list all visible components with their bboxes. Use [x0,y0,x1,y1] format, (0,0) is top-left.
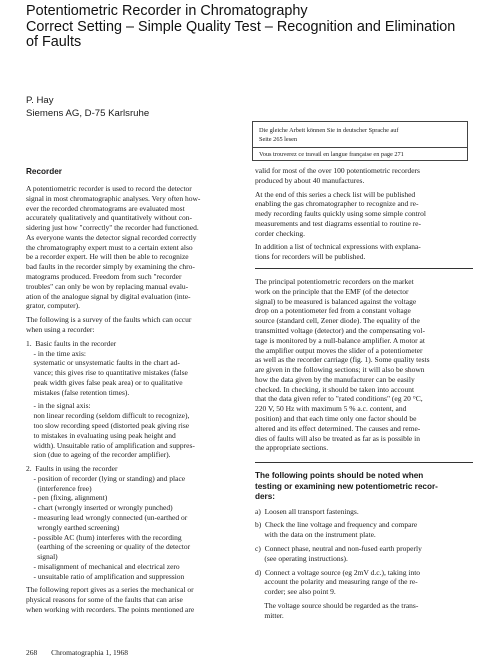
text-line: At the end of this series a check list will be published [255,189,416,199]
text-line: 2. Faults in using the recorder [26,464,118,474]
text-line: valid for most of the over 100 potentiometric recorders [255,166,420,175]
text-line: matograms produced. Freedom from such "recorder [26,272,182,282]
title-line: of Faults [26,34,82,51]
text-line: 1. Basic faults in the recorder [26,338,117,348]
text-line: ation of the analogue signal by digital evaluation (inte- [26,291,191,301]
text-line: The following is a survey of the faults which can occur [26,315,192,325]
text-line: sion (due to ageing of the recorder amplifier). [26,450,171,460]
text-line: physical reasons for some of the faults that can arise [26,595,183,605]
text-line: ders: [255,492,276,502]
page-footer [26,648,128,657]
text-line: work on the principle that the EMF (of the detector [255,286,409,296]
language-notice-box [252,121,468,161]
text-line: The following report gives as a series the mechanical or [26,585,194,595]
notice-german-line: Die gleiche Arbeit können Sie in deutscher Sprache auf [259,127,399,134]
text-line: when working with recorders. The points mentioned are [26,605,195,615]
text-line: The voltage source should be regarded as the trans- [255,600,419,610]
text-line: signal) [26,552,58,562]
text-line: d) Connect a voltage source (eg 2mV d.c.), taking into [255,567,421,577]
right-column-intro [255,166,473,262]
text-line: the appropriate sections. [255,443,329,453]
text-line: wrongly earthed screening) [26,522,120,532]
text-line: - possible AC (hum) interferes with the recording [26,532,182,542]
text-line: - chart (wrongly inserted or wrongly punched) [26,503,173,513]
text-line: width). Unsuitable ratio of amplification and suppres- [26,440,195,450]
text-line: measurements and test diagrams essential to routine re- [255,218,421,228]
notice-french-line: Vous trouverez ce travail en langue française en page 271 [259,151,404,159]
text-line: (interference free) [26,483,92,493]
text-line: corder; see also point 9. [255,587,336,597]
text-line: tage is monitored by a null-balance amplifier. A motor at [255,335,425,345]
text-line: b) Check the line voltage and frequency and compare [255,520,418,530]
title-line: Correct Setting – Simple Quality Test – Recognition and Elimination [26,18,456,35]
text-line: are given in the following sections; it will also be shown [255,365,425,375]
text-line: - unsuitable ratio of amplification and suppression [26,571,185,581]
right-column [255,166,473,620]
text-line: 220 V, 50 Hz with maximum 5 % a.c. content, and [255,404,407,414]
text-line: with the data on the instrument plate. [255,530,376,540]
text-line: systematic or unsystematic faults in the chart ad- [26,358,180,368]
text-line: account the polarity and measuring range of the re- [255,577,418,587]
text-line: - position of recorder (lying or standing) and place [26,473,186,483]
text-line: the chromatography expert must to a certain extent also [26,242,193,252]
text-line: - misalignment of mechanical and electrical zero [26,561,180,571]
text-line: - pen (fixing, alignment) [26,493,108,503]
text-line: (see operating instructions). [255,553,348,563]
text-line: The following points should be noted when [255,471,424,481]
text-line: how the data given by the manufacturer can be easily [255,374,415,384]
text-line: sidering just how "correctly" the recorder had functioned. [26,223,199,233]
text-line: drop on a potentiometer fed from a constant voltage [255,306,411,316]
text-line: produced by about 40 manufactures. [255,175,365,185]
text-line: testing or examining new potentiometric recor- [255,481,438,491]
text-line: mistakes (false retention times). [26,387,130,397]
text-line: (earthing of the screening or quality of the detector [26,542,191,552]
checklist-heading [255,471,473,503]
text-line: dies of faults will also be treated as far as is possible in [255,433,420,443]
text-line: corder checking. [255,228,305,238]
left-column [26,166,244,615]
text-line: - in the signal axis: [26,401,91,411]
text-line: grator, computer). [26,301,81,311]
text-line: - in the time axis: [26,348,86,358]
text-line: checked. In checking, it should be taken into account [255,384,415,394]
text-line: As everyone wants the detector signal recorded correctly [26,232,197,242]
text-line: The principal potentiometric recorders on the market [255,277,414,287]
text-line: A potentiometric recorder is used to record the detector [26,184,192,193]
text-line: vance; this gives rise to quantitative mistakes (false [26,368,188,378]
text-line: that the data given refer to "rated conditions" (eg 20 °C, [255,394,423,404]
text-line: a) Loosen all transport fastenings. [255,506,359,516]
text-line: troubles" can only be won by replacing manual evalu- [26,281,189,291]
text-line: accurately qualitatively and quantitatively without con- [26,213,192,223]
text-line: In addition a list of technical expressions with explana- [255,242,421,252]
text-line: altered and its effect determined. The causes and reme- [255,423,421,433]
text-line: bad faults in the recorder simply by examining the chro- [26,262,195,272]
text-line: - measuring lead wrongly connected (un-earthed or [26,513,188,522]
text-line: medy recording faults quickly using some simple control [255,209,427,219]
text-line: c) Connect phase, neutral and non-fused earth properly [255,543,422,553]
text-line: position) and that each time only one factor should be [255,413,417,423]
text-line: non linear recording (seldom difficult to recognize), [26,411,190,421]
text-line: be a recorder expert. He will then be able to recognize [26,252,189,262]
author-name: P. Hay [26,95,54,106]
page-number: 268 [26,648,38,657]
text-line: peak width gives false peak area) or to qualitative [26,377,183,387]
text-line: tions for recorders will be published. [255,252,366,262]
text-line: too slow recording speed (distorted peak giving rise [26,420,190,430]
text-line: enabling the gas chromatographer to recognize and re- [255,199,419,209]
section-heading-recorder: Recorder [26,167,62,176]
text-line: to mistakes in evaluating using peak height and [26,430,176,440]
author-block [26,94,149,120]
principle-paragraph [255,277,473,453]
text-line: source (standard cell, Zener diode). The equality of the [255,316,420,326]
text-line: transmitted voltage (detector) and the compensating vol- [255,325,425,335]
left-column-body [26,184,244,615]
journal-citation: Chromatographia 1, 1968 [51,648,128,657]
author-affiliation: Siemens AG, D-75 Karlsruhe [26,108,150,119]
text-line: mitter. [255,610,284,620]
text-line: as well as the recorder carriage (fig. 1). Some quality tests [255,355,430,365]
text-line: signal in most chromatographic analyses. Very often how- [26,193,201,203]
text-line: when using a recorder: [26,324,95,334]
checklist [255,507,473,621]
text-line: the amplifier output moves the slider of a potentiometer [255,345,423,355]
notice-divider [253,147,467,148]
article-title [26,4,476,51]
notice-german-line: Seite 265 lesen [259,136,298,144]
text-line: signal) to be measured is balanced against the voltage [255,296,417,306]
text-line: ever the recorded chromatograms are evaluated most [26,203,185,213]
title-line: Potentiometric Recorder in Chromatography [26,3,308,19]
